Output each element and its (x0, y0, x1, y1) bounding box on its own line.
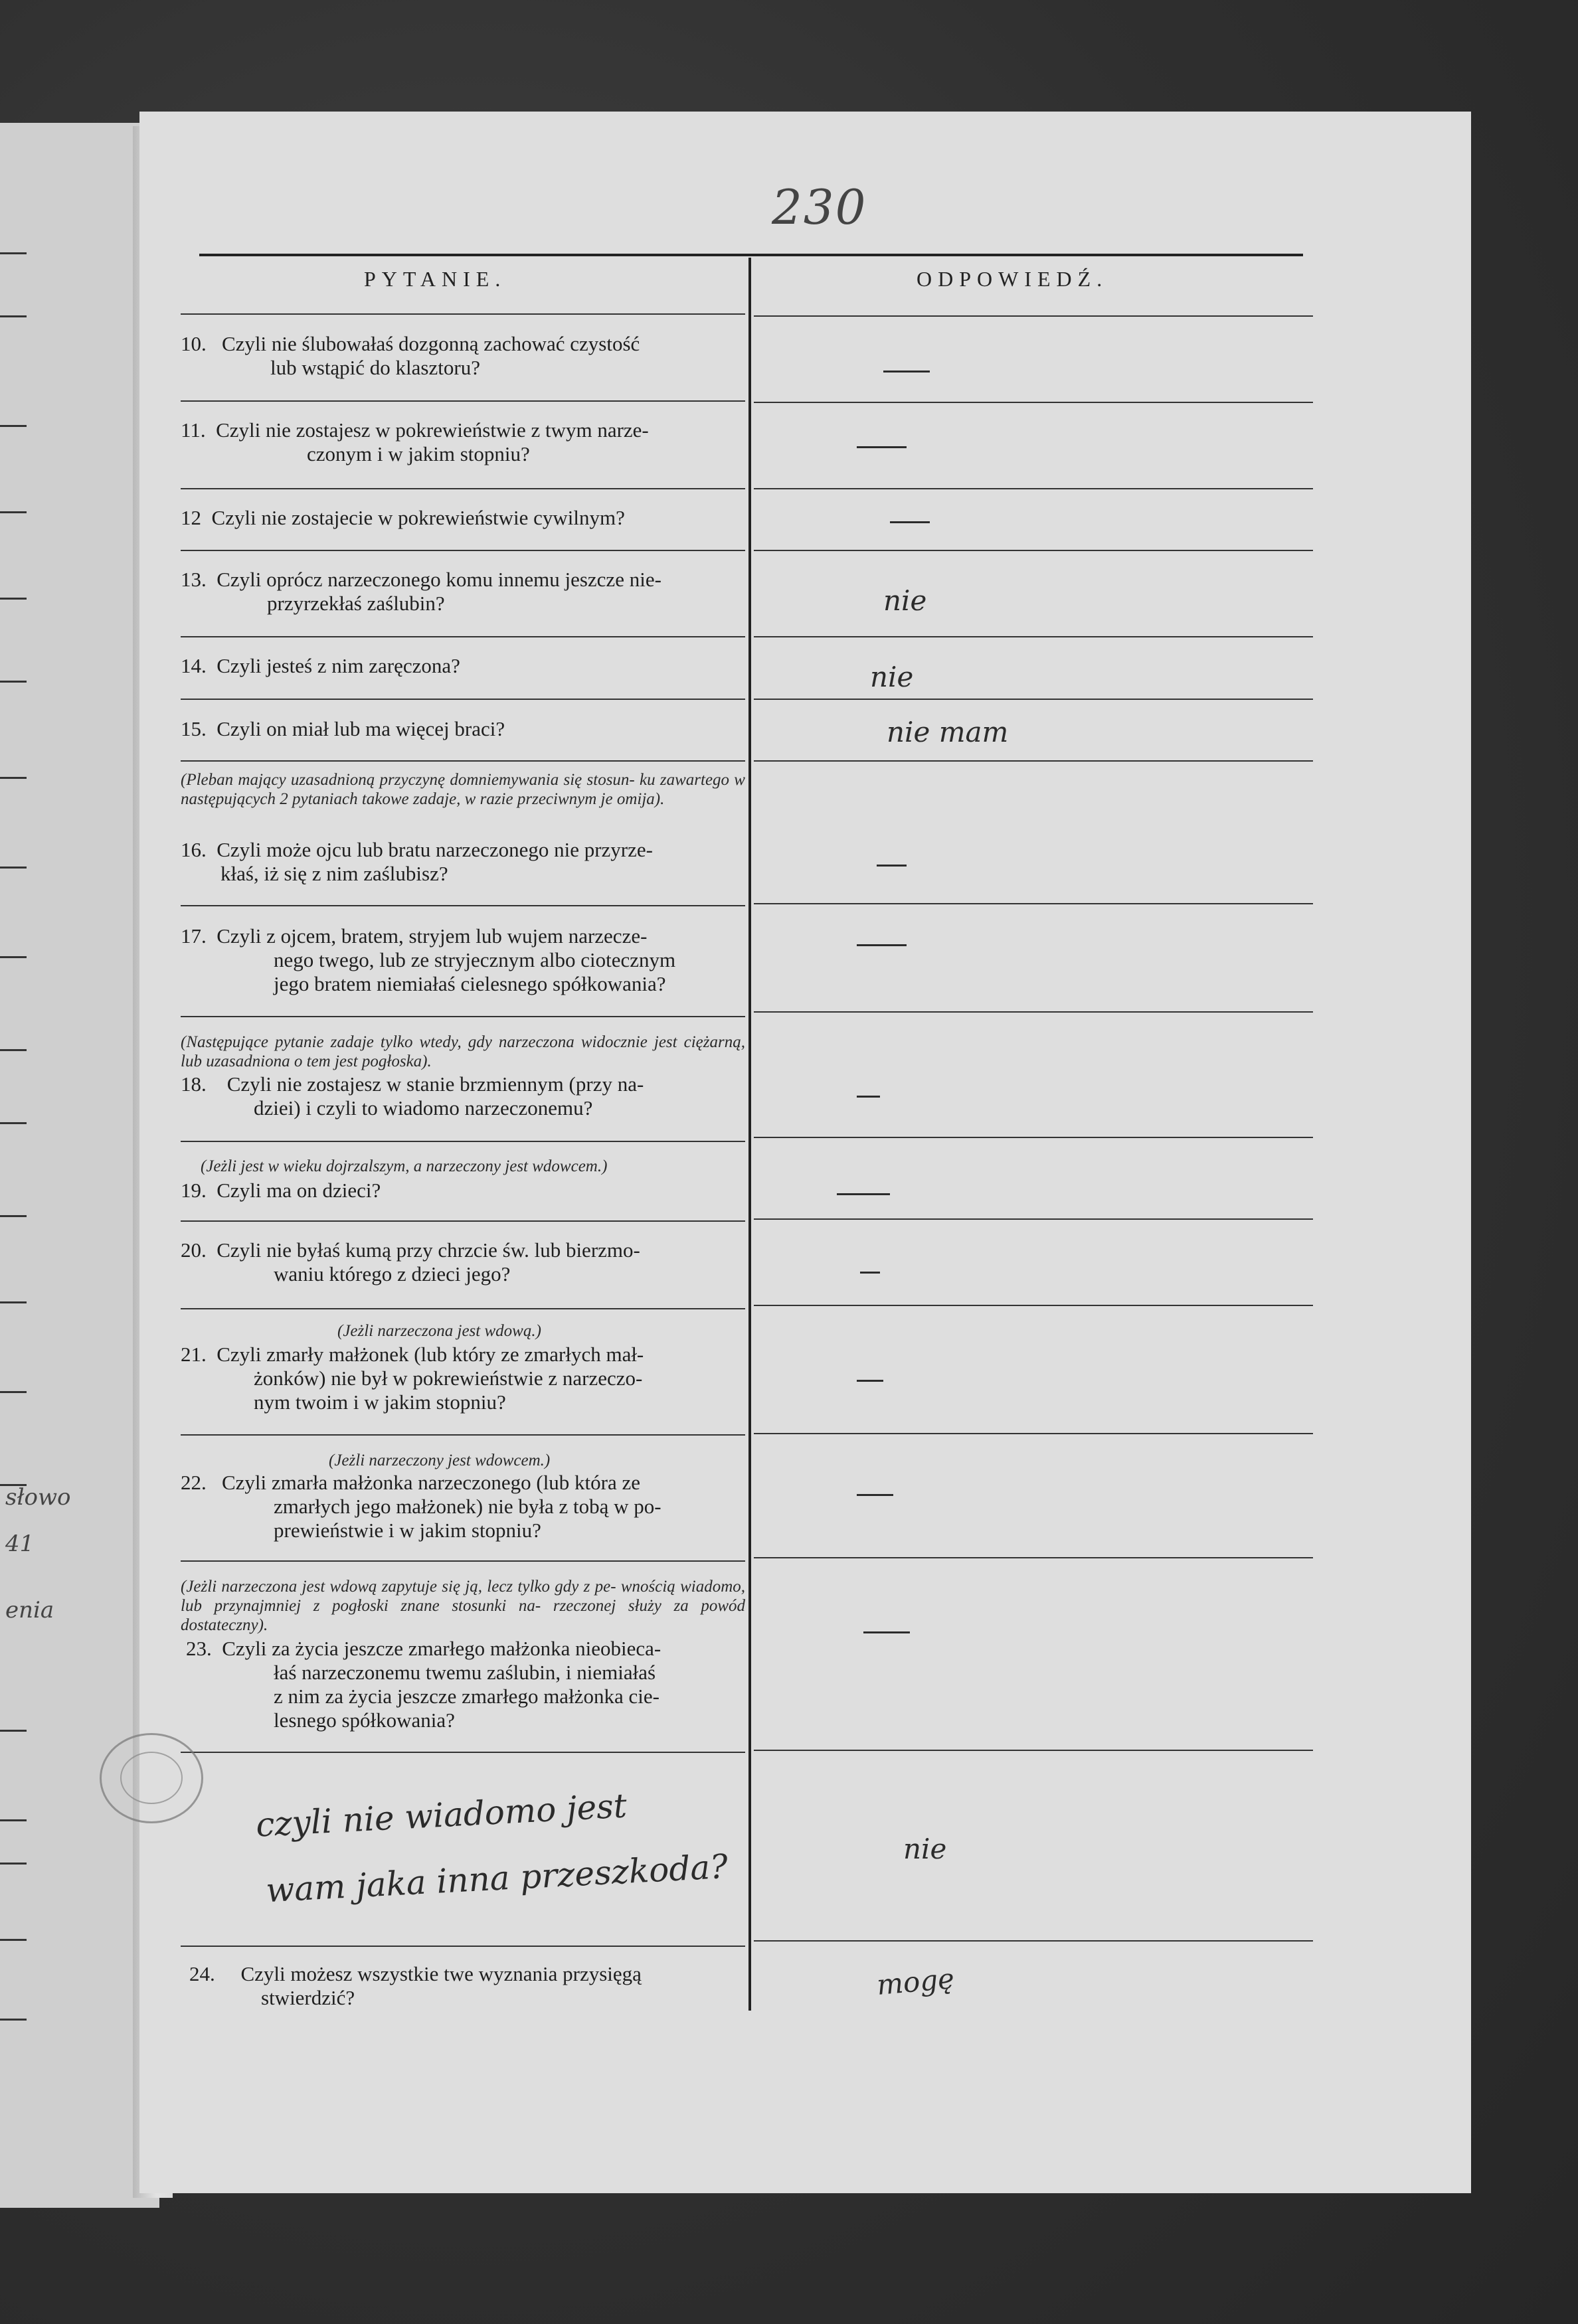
row-rule (181, 400, 745, 402)
row-rule (754, 1557, 1313, 1558)
note-line: rzeczonej służy za powód dostateczny). (181, 1597, 746, 1634)
question-text: Czyli może ojcu lub bratu narzeczonego nie przyrze- (217, 838, 653, 861)
note-q19: (Jeżli jest w wieku dojrzalszym, a narzeczony jest wdowcem.) (201, 1157, 608, 1175)
question-text: stwierdzić? (261, 1986, 355, 2009)
note-q23 (181, 1577, 745, 1635)
note-q21: (Jeżli narzeczona jest wdową.) (337, 1322, 541, 1340)
left-page-rule (0, 252, 27, 254)
question-text: lub wstąpić do klasztoru? (270, 356, 480, 379)
note-line: ku zawartego w następujących 2 pytaniach takowe zadaje, w razie (181, 771, 745, 808)
left-page-rule (0, 1819, 27, 1821)
question-text: nego twego, lub ze stryjecznym albo ciotecznym (274, 948, 676, 971)
row-rule (181, 636, 745, 637)
row-rule (181, 1560, 745, 1562)
question-text: prewieństwie i w jakim stopniu? (274, 1519, 541, 1542)
question-text: Czyli możesz wszystkie twe wyznania przysięgą (240, 1962, 642, 1985)
question-14 (181, 654, 745, 678)
column-divider (748, 258, 751, 2011)
question-12 (181, 506, 745, 530)
question-20 (181, 1238, 745, 1286)
row-rule (754, 1940, 1313, 1942)
question-number: 20. (181, 1238, 207, 1262)
left-page-rule (0, 1049, 27, 1051)
question-text: nym twoim i w jakim stopniu? (254, 1390, 506, 1414)
row-rule (754, 1137, 1313, 1138)
question-number: 11. (181, 418, 206, 442)
left-page-rule (0, 1939, 27, 1941)
question-text: łaś narzeczonemu twemu zaślubin, i niemiałaś (274, 1661, 656, 1684)
question-text: Czyli zmarła małżonka narzeczonego (lub która ze (222, 1471, 641, 1494)
row-rule (181, 1141, 745, 1142)
answer-q24: mogę (875, 1962, 956, 2001)
answer-handwritten-question: nie (903, 1833, 947, 1865)
question-number: 13. (181, 568, 207, 591)
left-page-rule (0, 1301, 27, 1303)
answer-q14: nie (870, 661, 914, 693)
question-number: 12 (181, 506, 201, 529)
left-page-rule (0, 1122, 27, 1124)
question-15 (181, 717, 745, 741)
handwritten-question: wam jaka inna przeszkoda? (264, 1847, 729, 1910)
row-rule (181, 1752, 745, 1753)
round-stamp (100, 1733, 203, 1823)
question-18 (181, 1072, 745, 1120)
answer-dash (863, 1631, 910, 1633)
left-page-rule (0, 681, 27, 683)
left-page-rule (0, 956, 27, 958)
left-page-rule (0, 511, 27, 513)
question-column-header: PYTANIE. (364, 267, 507, 291)
row-rule (754, 1433, 1313, 1434)
question-text: waniu którego z dzieci jego? (274, 1262, 511, 1286)
question-number: 17. (181, 924, 207, 948)
row-rule (754, 760, 1313, 762)
row-rule (181, 699, 745, 700)
question-13 (181, 568, 745, 616)
answer-dash (837, 1193, 890, 1195)
row-rule (181, 1946, 745, 1947)
row-rule (181, 313, 745, 315)
question-text: jego bratem niemiałaś cielesnego spółkowania? (274, 972, 666, 995)
question-text: czonym i w jakim stopniu? (307, 442, 530, 465)
left-page-rule (0, 2019, 27, 2021)
question-number: 16. (181, 838, 207, 861)
left-page-rule (0, 1215, 27, 1217)
left-page-rule (0, 1863, 27, 1865)
left-page-rule (0, 777, 27, 779)
question-24 (189, 1962, 748, 2010)
answer-q13: nie (883, 584, 927, 617)
note-q16 (181, 770, 745, 809)
question-17 (181, 924, 745, 996)
row-rule (754, 315, 1313, 317)
question-10 (181, 332, 745, 380)
question-19 (181, 1179, 745, 1203)
note-line: (Pleban mający uzasadnioną przyczynę domniemywania się stosun- (181, 771, 635, 789)
question-text: Czyli jesteś z nim zaręczona? (217, 654, 460, 677)
question-number: 22. (181, 1471, 207, 1494)
question-22 (181, 1471, 745, 1542)
answer-dash (857, 1380, 883, 1382)
page-number: 230 (772, 179, 867, 235)
answer-dash (857, 944, 907, 946)
question-text: zmarłych jego małżonek) nie była z tobą w po- (274, 1495, 661, 1518)
row-rule (754, 402, 1313, 403)
left-page-rule (0, 1730, 27, 1732)
question-number: 10. (181, 332, 207, 355)
answer-dash (877, 865, 907, 867)
row-rule (754, 550, 1313, 551)
question-text: Czyli z ojcem, bratem, stryjem lub wujem narzecze- (217, 924, 648, 948)
question-text: Czyli za życia jeszcze zmarłego małżonka nieobieca- (222, 1637, 661, 1660)
question-text: Czyli ma on dzieci? (217, 1179, 381, 1202)
answer-dash (857, 1494, 893, 1496)
left-page-handwriting: 41 (5, 1531, 35, 1557)
answer-dash (860, 1272, 880, 1274)
left-page-rule (0, 867, 27, 869)
row-rule (181, 1016, 745, 1017)
left-page-handwriting: słowo (5, 1484, 71, 1511)
row-rule (181, 1220, 745, 1222)
question-text: przyrzekłaś zaślubin? (267, 592, 445, 615)
left-page-rule (0, 1391, 27, 1393)
row-rule (754, 1218, 1313, 1220)
answer-dash (890, 521, 930, 523)
note-line: wnością wiadomo, lub przynajmniej z pogłoski znane stosunki na- (181, 1578, 746, 1615)
row-rule (181, 1434, 745, 1436)
top-rule (199, 254, 1303, 256)
question-text: żonków) nie był w pokrewieństwie z narzeczo- (254, 1367, 643, 1390)
row-rule (754, 1750, 1313, 1751)
question-number: 21. (181, 1343, 207, 1366)
note-q22: (Jeżli narzeczony jest wdowcem.) (329, 1452, 551, 1469)
question-text: Czyli nie zostajesz w pokrewieństwie z twym narze- (216, 418, 649, 442)
note-line: przeciwnym je omija). (517, 790, 665, 808)
row-rule (754, 1011, 1313, 1013)
question-text: Czyli oprócz narzeczonego komu innemu jeszcze nie- (217, 568, 661, 591)
question-text: lesnego spółkowania? (274, 1708, 455, 1732)
left-page-rule (0, 315, 27, 317)
question-text: Czyli nie ślubowałaś dozgonną zachować czystość (222, 332, 640, 355)
note-line: (Następujące pytanie zadaje tylko wtedy, gdy narzeczona widocznie (181, 1033, 648, 1051)
note-line: (Jeżli narzeczona jest wdową zapytuje się ją, lecz tylko gdy z pe- (181, 1578, 616, 1596)
row-rule (754, 488, 1313, 489)
handwritten-question: czyli nie wiadomo jest (254, 1786, 628, 1845)
row-rule (754, 903, 1313, 904)
row-rule (181, 1308, 745, 1309)
row-rule (181, 905, 745, 906)
question-21 (181, 1343, 745, 1414)
question-11 (181, 418, 745, 466)
question-16 (181, 838, 745, 886)
left-page-rule (0, 425, 27, 427)
answer-dash (883, 371, 930, 373)
question-23 (186, 1637, 745, 1732)
question-number: 24. (189, 1962, 215, 1985)
row-rule (181, 488, 745, 489)
row-rule (754, 636, 1313, 637)
row-rule (754, 699, 1313, 700)
question-text: Czyli nie byłaś kumą przy chrzcie św. lub bierzmo- (217, 1238, 640, 1262)
question-text: Czyli on miał lub ma więcej braci? (217, 717, 505, 740)
question-number: 15. (181, 717, 207, 740)
left-page-rule (0, 598, 27, 600)
row-rule (754, 1305, 1313, 1306)
question-text: Czyli nie zostajecie w pokrewieństwie cywilnym? (211, 506, 625, 529)
row-rule (181, 760, 745, 762)
question-text: Czyli zmarły małżonek (lub który ze zmarłych mał- (217, 1343, 644, 1366)
answer-column-header: ODPOWIEDŹ. (917, 267, 1108, 291)
question-text: Czyli nie zostajesz w stanie brzmiennym (przy na- (226, 1072, 644, 1096)
answer-dash (857, 446, 907, 448)
question-number: 14. (181, 654, 207, 677)
note-line: jest ciężarną, lub uzasadniona o tem jest pogłoska). (181, 1033, 745, 1070)
answer-q15: nie mam (887, 716, 1009, 748)
question-text: kłaś, iż się z nim zaślubisz? (220, 862, 448, 885)
question-text: dziei) i czyli to wiadomo narzeczonemu? (254, 1096, 593, 1120)
left-page-handwriting: enia (5, 1597, 54, 1623)
question-number: 19. (181, 1179, 207, 1202)
question-number: 23. (186, 1637, 212, 1660)
question-text: z nim za życia jeszcze zmarłego małżonka cie- (274, 1685, 659, 1708)
answer-dash (857, 1096, 880, 1098)
question-number: 18. (181, 1072, 207, 1096)
note-q18 (181, 1033, 745, 1071)
row-rule (181, 550, 745, 551)
